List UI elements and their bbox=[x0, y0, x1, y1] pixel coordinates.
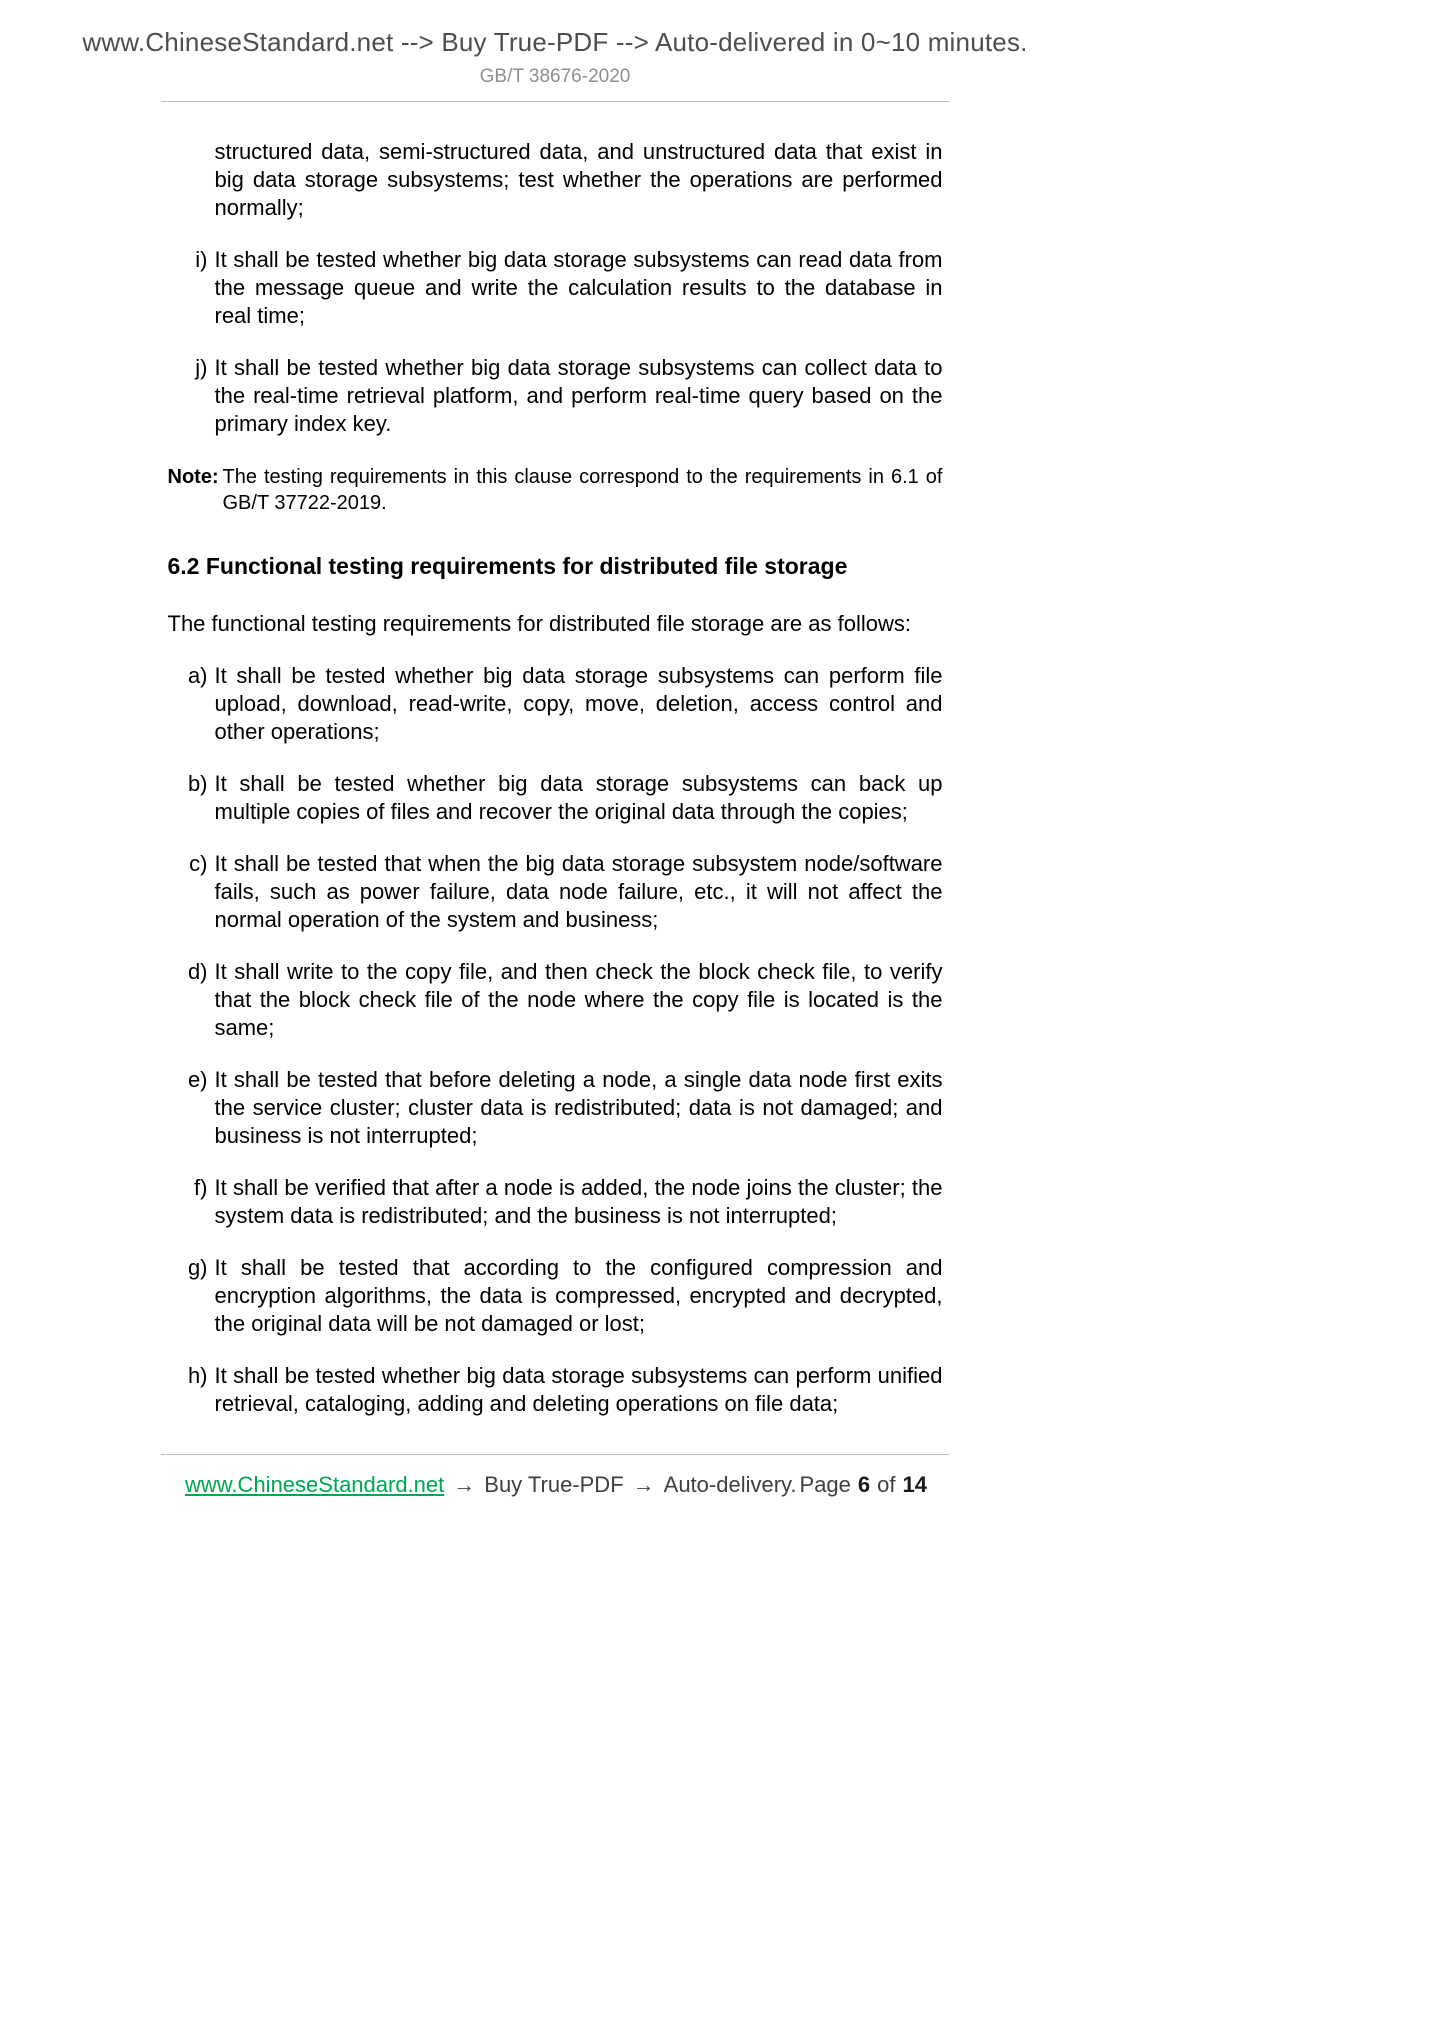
list-item-text: It shall be tested whether big data storage subsystems can perform file upload, download, read-write, copy, move, deletion, access control and other operations; bbox=[214, 663, 943, 744]
list-item-label: e) bbox=[187, 1067, 208, 1092]
list-item-g bbox=[168, 1254, 943, 1338]
list-item-label: d) bbox=[187, 959, 208, 984]
footer-divider bbox=[161, 1454, 949, 1455]
note-label: Note: bbox=[167, 466, 219, 488]
header-divider bbox=[161, 101, 949, 102]
paragraph-continuation: structured data, semi-structured data, and unstructured data that exist in big data storage subsystems; test whether the operations are performed normally; bbox=[214, 139, 943, 220]
list-item-text: It shall be tested whether big data storage subsystems can back up multiple copies of files and recover the original data through the copies; bbox=[214, 771, 943, 824]
document-body bbox=[168, 138, 943, 1418]
list-item-i bbox=[168, 246, 943, 330]
list-item-c bbox=[168, 850, 943, 934]
list-item-text: It shall be tested whether big data storage subsystems can perform unified retrieval, cataloging, adding and deleting operations on file data; bbox=[214, 1363, 943, 1416]
list-item-h bbox=[168, 1362, 943, 1418]
header-banner: www.ChineseStandard.net --> Buy True-PDF --> Auto-delivered in 0~10 minutes. bbox=[82, 27, 1028, 57]
note-text: The testing requirements in this clause correspond to the requirements in 6.1 of GB/T 37722-2019. bbox=[222, 466, 943, 514]
arrow-right-icon: → bbox=[453, 1472, 476, 1497]
footer-site-link[interactable]: www.ChineseStandard.net bbox=[185, 1472, 445, 1497]
list-item-e bbox=[168, 1066, 943, 1150]
list-item-text: It shall be tested that before deleting a node, a single data node first exits the service cluster; cluster data is redistributed; data is not damaged; and business is not interrupted; bbox=[214, 1067, 943, 1148]
page-number: 6 bbox=[857, 1472, 871, 1497]
total-pages: 14 bbox=[902, 1472, 927, 1497]
list-item-label: f) bbox=[194, 1175, 208, 1200]
footer-delivery-label: Auto-delivery. bbox=[663, 1472, 797, 1497]
list-item-j bbox=[168, 354, 943, 438]
list-item-text: It shall be tested that according to the configured compression and encryption algorithms, the data is compressed, encrypted and decrypted, the original data will be not damaged or lost; bbox=[214, 1255, 943, 1336]
list-item-label: a) bbox=[187, 663, 208, 688]
doc-number: GB/T 38676-2020 bbox=[479, 66, 631, 87]
list-item-b bbox=[168, 770, 943, 826]
list-item-text: It shall be tested whether big data storage subsystems can read data from the message queue and write the calculation results to the database in real time; bbox=[214, 247, 943, 328]
footer-links bbox=[185, 1472, 797, 1498]
list-item-text: It shall be tested that when the big data storage subsystem node/software fails, such as power failure, data node failure, etc., it will not affect the normal operation of the system and business; bbox=[214, 851, 943, 932]
footer-row bbox=[161, 1472, 949, 1498]
list-item-text: It shall be verified that after a node is added, the node joins the cluster; the system data is redistributed; and the business is not interrupted; bbox=[214, 1175, 943, 1228]
page-label: Page bbox=[799, 1472, 851, 1497]
section-heading: 6.2 Functional testing requirements for distributed file storage bbox=[167, 553, 848, 579]
note bbox=[168, 464, 943, 516]
page-indicator bbox=[800, 1472, 927, 1498]
list-item-label: h) bbox=[187, 1363, 208, 1388]
list-item-label: b) bbox=[187, 771, 208, 796]
header bbox=[0, 0, 1110, 102]
list-item-label: j) bbox=[195, 355, 208, 380]
list-item-text: It shall write to the copy file, and then check the block check file, to verify that the block check file of the node where the copy file is located is the same; bbox=[214, 959, 943, 1040]
list-item-label: c) bbox=[189, 851, 208, 876]
section-intro: The functional testing requirements for distributed file storage are as follows: bbox=[167, 611, 911, 636]
list-item-label: i) bbox=[195, 247, 208, 272]
list-item-text: It shall be tested whether big data storage subsystems can collect data to the real-time retrieval platform, and perform real-time query based on the primary index key. bbox=[214, 355, 943, 436]
arrow-right-icon: → bbox=[632, 1472, 655, 1497]
footer-buy-label: Buy True-PDF bbox=[484, 1472, 624, 1497]
list-item-f bbox=[168, 1174, 943, 1230]
list-item-label: g) bbox=[187, 1255, 208, 1280]
footer bbox=[0, 1454, 1110, 1498]
list-item-d bbox=[168, 958, 943, 1042]
of-label: of bbox=[877, 1472, 896, 1497]
list-item-a bbox=[168, 662, 943, 746]
